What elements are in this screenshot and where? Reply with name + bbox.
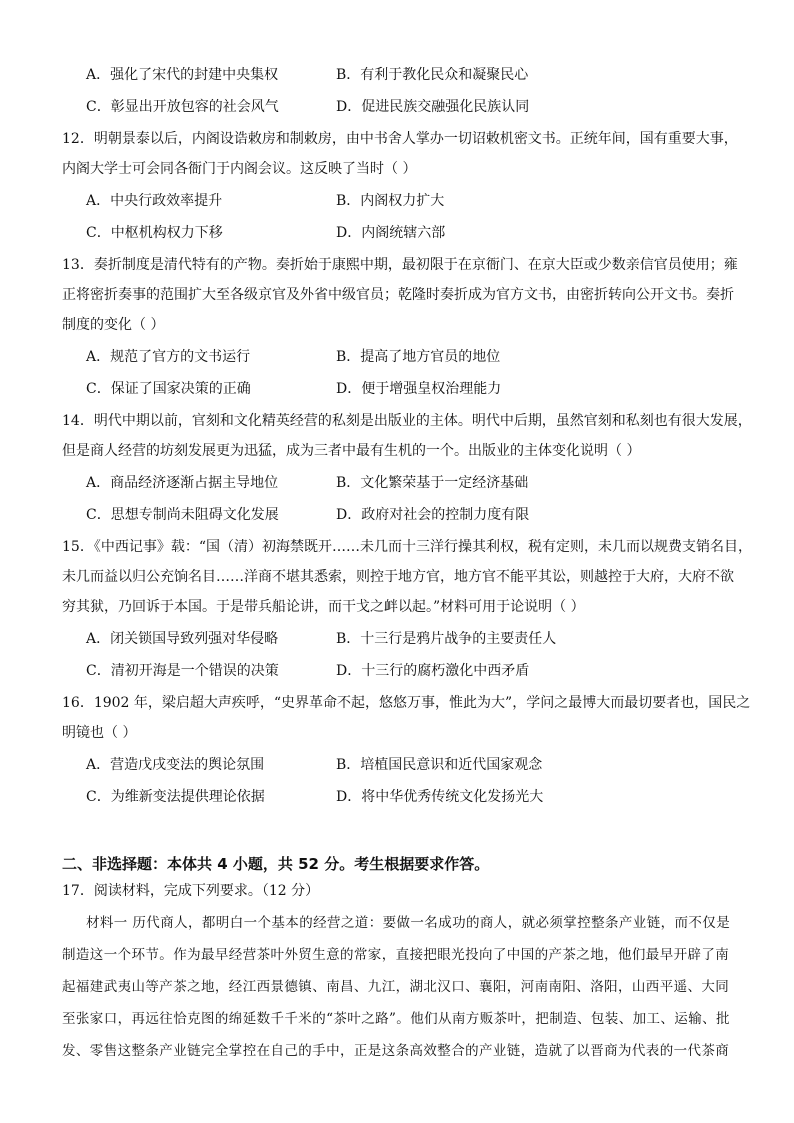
q16-stem-line-2: 明镜也（ ）	[62, 725, 137, 741]
q17-material-line-5: 发、零售这整条产业链完全掌控在自己的手中，正是这条高效整合的产业链，造就了以晋商为代表的一代茶商	[62, 1043, 730, 1059]
q16-option-a: A．营造戊戌变法的舆论氛围	[86, 757, 265, 773]
q13-option-c: C．保证了国家决策的正确	[86, 381, 251, 397]
q11-option-d: D．促进民族交融强化民族认同	[336, 99, 530, 115]
q14-stem-line-1: 14．明代中期以前，官刻和文化精英经营的私刻是出版业的主体。明代中后期，虽然官刻和私刻也有很大发展，	[62, 413, 752, 429]
q14-stem-line-2: 但是商人经营的坊刻发展更为迅猛，成为三者中最有生机的一个。出版业的主体变化说明（ ）	[62, 443, 641, 459]
q11-option-a: A．强化了宋代的封建中央集权	[86, 67, 279, 83]
q17-prompt: 17．阅读材料，完成下列要求。（12 分）	[62, 883, 320, 899]
q15-option-d: D．十三行的腐朽激化中西矛盾	[336, 663, 530, 679]
q13-option-b: B．提高了地方官员的地位	[336, 349, 501, 365]
q13-stem-line-1: 13．奏折制度是清代特有的产物。奏折始于康熙中期，最初限于在京衙门、在京大臣或少数亲信官员使用；雍	[62, 257, 738, 273]
q15-option-c: C．清初开海是一个错误的决策	[86, 663, 279, 679]
q15-stem-line-2: 未几而益以归公充饷名目……洋商不堪其悉索，则控于地方官，地方官不能平其讼，则越控于大府，大府不欲	[62, 569, 734, 585]
q13-stem-line-3: 制度的变化（ ）	[62, 317, 165, 333]
q14-option-b: B．文化繁荣基于一定经济基础	[336, 475, 529, 491]
q16-option-b: B．培植国民意识和近代国家观念	[336, 757, 543, 773]
section-2-heading: 二、非选择题：本体共 4 小题，共 52 分。考生根据要求作答。	[62, 855, 490, 873]
q12-stem-line-1: 12．明朝景泰以后，内阁设诰敕房和制敕房，由中书舍人掌办一切诏敕机密文书。正统年间，国有重要大事，	[62, 131, 738, 147]
q15-option-b: B．十三行是鸦片战争的主要责任人	[336, 631, 557, 647]
q16-stem-line-1: 16．1902 年，梁启超大声疾呼，“史界革命不起，悠悠万事，惟此为大”，学问之最博大而最切要者也，国民之	[62, 695, 751, 711]
q12-option-d: D．内阁统辖六部	[336, 225, 446, 241]
q17-material-line-4: 至张家口，再远往恰克图的绵延数千千米的“茶叶之路”。他们从南方贩茶叶，把制造、包装、加工、运输、批	[62, 1011, 730, 1027]
q14-option-c: C．思想专制尚未阻碍文化发展	[86, 507, 279, 523]
q11-option-c: C．彰显出开放包容的社会风气	[86, 99, 279, 115]
q12-stem-line-2: 内阁大学士可会同各衙门于内阁会议。这反映了当时（ ）	[62, 161, 417, 177]
q15-option-a: A．闭关锁国导致列强对华侵略	[86, 631, 279, 647]
q12-option-c: C．中枢机构权力下移	[86, 225, 223, 241]
q12-option-a: A．中央行政效率提升	[86, 193, 223, 209]
q17-material-line-2: 制造这一个环节。作为最早经营茶叶外贸生意的常家，直接把眼光投向了中国的产茶之地，他们最早开辟了南	[62, 947, 730, 963]
q12-option-b: B．内阁权力扩大	[336, 193, 445, 209]
q14-option-a: A．商品经济逐渐占据主导地位	[86, 475, 279, 491]
q15-stem-line-3: 穷其狱，乃回诉于本国。于是带兵船论讲，而干戈之衅以起。”材料可用于论说明（ ）	[62, 599, 585, 615]
q17-material-line-1: 材料一 历代商人，都明白一个基本的经营之道：要做一名成功的商人，就必须掌控整条产业链，而不仅是	[86, 915, 731, 931]
q16-option-d: D．将中华优秀传统文化发扬光大	[336, 789, 544, 805]
q16-option-c: C．为维新变法提供理论依据	[86, 789, 265, 805]
q13-option-a: A．规范了官方的文书运行	[86, 349, 251, 365]
q13-stem-line-2: 正将密折奏事的范围扩大至各级京官及外省中级官员；乾隆时奏折成为官方文书，由密折转向公开文书。奏折	[62, 287, 734, 303]
q17-material-line-3: 起福建武夷山等产茶之地，经江西景德镇、南昌、九江，湖北汉口、襄阳，河南南阳、洛阳，山西平遥、大同	[62, 979, 730, 995]
q14-option-d: D．政府对社会的控制力度有限	[336, 507, 530, 523]
q13-option-d: D．便于增强皇权治理能力	[336, 381, 502, 397]
q11-option-b: B．有利于教化民众和凝聚民心	[336, 67, 529, 83]
q15-stem-line-1: 15．《中西记事》载：“国（清）初海禁既开……未几而十三洋行操其利权，税有定则，未几而以规费支销名目，	[62, 539, 752, 555]
